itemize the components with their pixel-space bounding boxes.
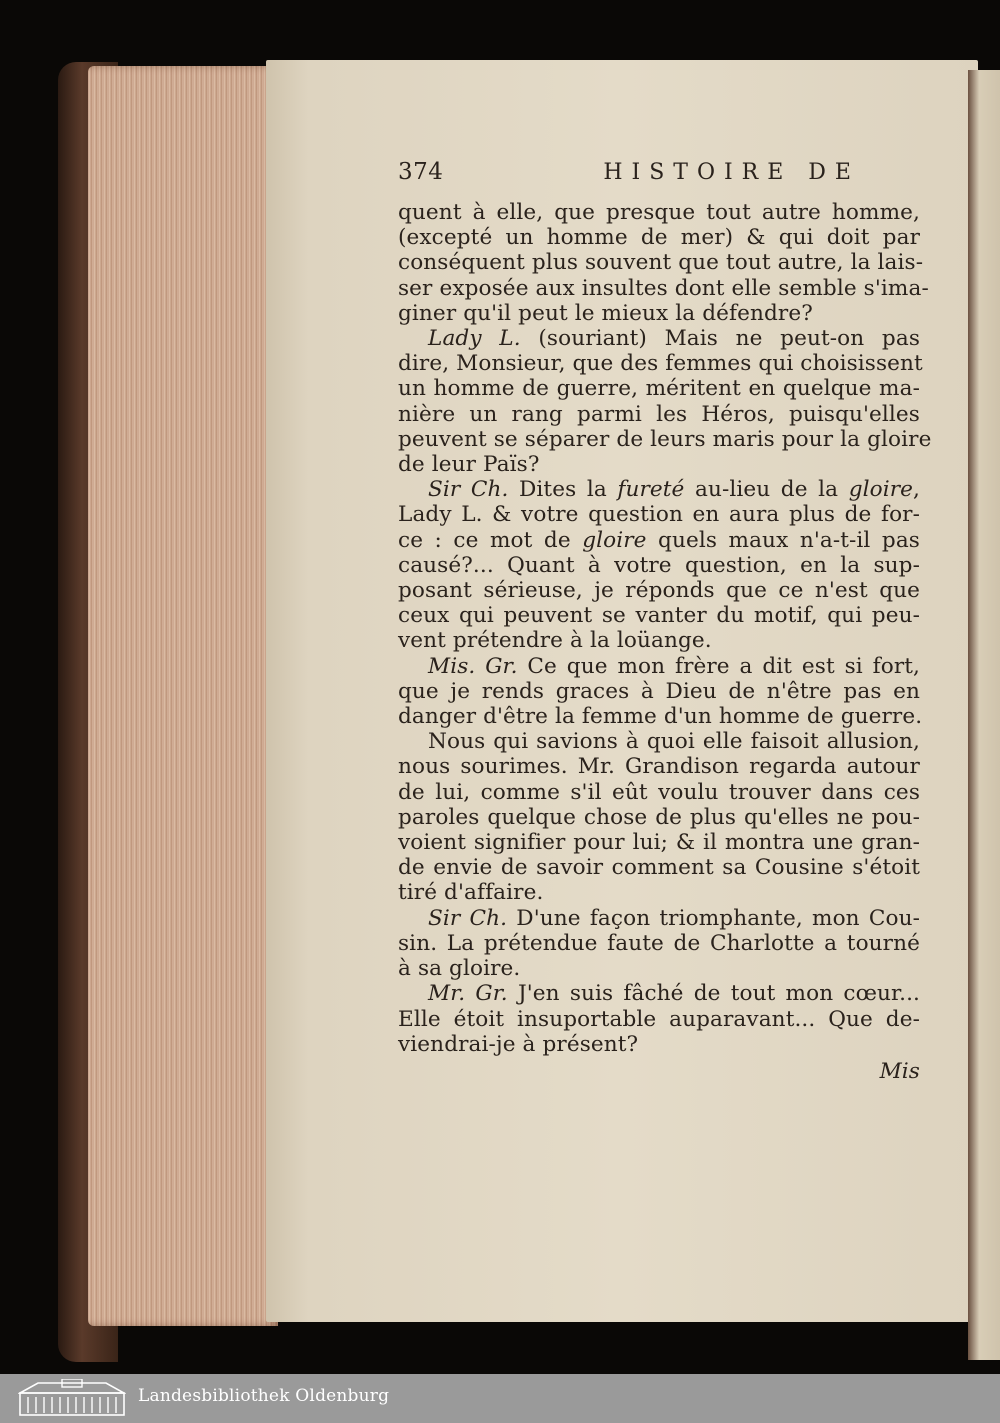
- text-line: un homme de guerre, méritent en quelque ma-: [398, 376, 920, 402]
- text-line: Lady L. & votre question en aura plus de for-: [398, 502, 920, 528]
- dialogue-line: Mr. Gr. J'en suis fâché de tout mon cœur...: [428, 981, 920, 1007]
- page-header: [398, 160, 920, 190]
- library-footer: [0, 1374, 1000, 1423]
- text-line: danger d'être la femme d'un homme de guerre.: [398, 704, 923, 730]
- page-edges: [88, 66, 278, 1326]
- text-line: vent prétendre à la loüange.: [398, 628, 712, 654]
- speaker-name: Sir Ch.: [428, 477, 509, 503]
- speaker-name: Lady L.: [428, 326, 521, 352]
- speaker-name: Sir Ch.: [428, 905, 508, 931]
- dialogue-line: Sir Ch. Dites la fureté au-lieu de la gloire,: [428, 477, 920, 503]
- running-title: HISTOIRE DE: [603, 160, 860, 185]
- text-line: quent à elle, que presque tout autre homme,: [398, 200, 920, 225]
- text-line: tiré d'affaire.: [398, 880, 544, 906]
- library-name: Landesbibliothek Oldenburg: [138, 1386, 390, 1406]
- library-building-icon: [18, 1379, 126, 1417]
- text-line: de envie de savoir comment sa Cousine s'étoit: [398, 855, 920, 881]
- catchword: Mis: [879, 1058, 920, 1084]
- text-line: giner qu'il peut le mieux la défendre?: [398, 300, 813, 326]
- text-line: sin. La prétendue faute de Charlotte a tourné: [398, 930, 920, 956]
- text-line: nous sourimes. Mr. Grandison regarda autour: [398, 754, 920, 780]
- text-line: paroles quelque chose de plus qu'elles ne pou-: [398, 804, 920, 830]
- text-line: causé?... Quant à votre question, en la sup-: [398, 552, 920, 578]
- text-line: ceux qui peuvent se vanter du motif, qui peu-: [398, 603, 920, 629]
- text-line: peuvent se séparer de leurs maris pour la gloire: [398, 426, 932, 452]
- dialogue-line: Lady L. (souriant) Mais ne peut-on pas: [428, 326, 920, 352]
- text-line: nière un rang parmi les Héros, puisqu'elles: [398, 401, 920, 427]
- page-number: 374: [398, 159, 444, 185]
- text-line: dire, Monsieur, que des femmes qui choisissent: [398, 351, 923, 377]
- facing-page-edge: [968, 70, 1000, 1360]
- text-line: Elle étoit insuportable auparavant... Que de-: [398, 1006, 920, 1032]
- text-line: de leur Païs?: [398, 452, 540, 478]
- text-line: viendrai-je à présent?: [398, 1031, 639, 1057]
- speaker-name: Mis. Gr.: [428, 653, 518, 679]
- text-line: Nous qui savions à quoi elle faisoit allusion,: [428, 729, 920, 755]
- page-text: [398, 159, 932, 1084]
- speaker-name: Mr. Gr.: [428, 981, 508, 1007]
- text-line: posant sérieuse, je réponds que ce n'est que: [398, 578, 920, 604]
- text-line: ce : ce mot de gloire quels maux n'a-t-il pas: [398, 527, 920, 553]
- text-line: à sa gloire.: [398, 956, 521, 982]
- text-line: (excepté un homme de mer) & qui doit par: [398, 225, 920, 251]
- text-line: voient signifier pour lui; & il montra une gran-: [398, 830, 920, 856]
- dialogue-line: Sir Ch. D'une façon triomphante, mon Cou-: [428, 905, 920, 931]
- text-line: ser exposée aux insultes dont elle semble s'ima-: [398, 275, 929, 301]
- dialogue-line: Mis. Gr. Ce que mon frère a dit est si fort,: [428, 653, 920, 679]
- text-line: que je rends graces à Dieu de n'être pas en: [398, 678, 920, 704]
- text-line: conséquent plus souvent que tout autre, la lais-: [398, 250, 924, 276]
- text-line: de lui, comme s'il eût voulu trouver dans ces: [398, 779, 920, 805]
